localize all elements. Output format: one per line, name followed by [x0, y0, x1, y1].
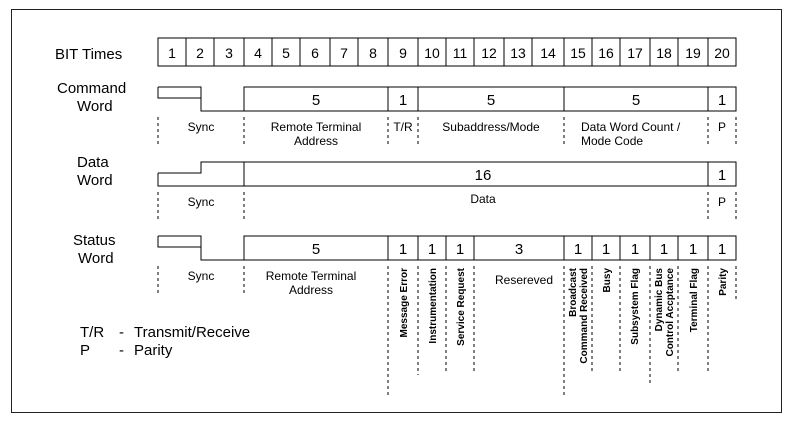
command-sync-label: Sync: [187, 120, 215, 134]
status-field-value: 1: [659, 241, 669, 258]
bit-number: 17: [627, 45, 643, 61]
command-word-count-value: 5: [631, 92, 641, 109]
status-field-value: 1: [573, 241, 583, 258]
bit-times-cells: [158, 38, 736, 66]
status-field-value: 1: [398, 241, 408, 258]
data-word-label-2: Word: [77, 172, 113, 189]
status-word-label-1: Status: [73, 232, 116, 249]
status-flag-text-1: Dynamic Bus: [654, 268, 665, 332]
command-sync-waveform: [158, 87, 244, 111]
bit-number: 10: [424, 45, 440, 61]
status-field-value: 1: [427, 241, 437, 258]
status-field-value: 5: [311, 241, 321, 258]
data-word-label-1: Data: [77, 154, 109, 171]
data-parity-value: 1: [717, 167, 727, 184]
command-sync-waveform-top: [158, 87, 201, 98]
status-flag-label: [654, 268, 676, 357]
data-sync-waveform: [158, 162, 244, 173]
bit-number: 12: [481, 45, 497, 61]
status-sync-label: Sync: [187, 269, 215, 283]
status-sync-waveform-top: [158, 236, 201, 247]
command-word-count-desc-1: Data Word Count /: [581, 120, 681, 134]
command-word-label-1: Command: [57, 80, 127, 97]
command-rt-desc-2: Address: [293, 134, 339, 148]
command-word-count-desc-2: Mode Code: [581, 134, 644, 148]
status-field-value: 3: [514, 241, 524, 258]
command-rt-desc-1: Remote Terminal: [270, 120, 362, 134]
bit-number: 3: [225, 45, 233, 61]
status-flag-text: Terminal Flag: [689, 268, 700, 333]
command-rt-value: 5: [311, 92, 321, 109]
status-field-value: 1: [630, 241, 640, 258]
status-flag-label: [689, 268, 700, 332]
status-flag-text-2: Command Received: [579, 268, 590, 364]
legend-tr-abbr: T/R: [80, 324, 105, 341]
command-word-label-2: Word: [77, 98, 113, 115]
status-rt-desc-2: Address: [288, 283, 334, 297]
legend-p-sep: -: [119, 342, 124, 359]
legend-tr-sep: -: [119, 324, 124, 341]
bit-number: 20: [714, 45, 730, 61]
status-flag-text: Subsystem Flag: [630, 268, 641, 345]
data-sync-label: Sync: [187, 195, 215, 209]
status-field-value: 1: [717, 241, 727, 258]
bit-number: 13: [510, 45, 526, 61]
status-flag-text-2: Control Accptance: [665, 268, 676, 357]
command-subaddress-value: 5: [486, 92, 496, 109]
data-desc: Data: [470, 192, 496, 206]
bit-number: 18: [656, 45, 672, 61]
bit-number: 15: [570, 45, 586, 61]
command-subaddress-desc: Subaddress/Mode: [442, 120, 540, 134]
bit-number: 8: [369, 45, 377, 61]
status-flag-label: [428, 268, 439, 344]
status-field-value: 1: [688, 241, 698, 258]
status-flag-text: Message Error: [399, 268, 410, 338]
status-field-value: 1: [601, 241, 611, 258]
bit-number: 19: [685, 45, 701, 61]
status-flag-label: [630, 268, 641, 345]
command-tr-value: 1: [398, 92, 408, 109]
bit-number: 1: [168, 45, 176, 61]
legend-p-meaning: Parity: [134, 342, 173, 359]
command-tr-desc: T/R: [393, 120, 413, 134]
command-parity-value: 1: [717, 92, 727, 109]
bit-number: 16: [598, 45, 614, 61]
status-flag-label: [602, 268, 613, 293]
data-parity-desc: P: [717, 195, 727, 209]
bit-number: 5: [282, 45, 290, 61]
data-sync-waveform-bottom: [158, 173, 244, 186]
status-flag-label: [399, 268, 410, 338]
status-flag-text: Service Request: [456, 268, 467, 346]
status-flag-text: Parity: [718, 268, 729, 296]
status-flag-text: Busy: [602, 268, 613, 293]
bit-number: 4: [254, 45, 262, 61]
status-flag-label: [718, 268, 729, 296]
bit-number: 11: [452, 45, 468, 61]
bit-number: 2: [196, 45, 204, 61]
status-reserved-desc: Resereved: [494, 273, 554, 287]
status-rt-desc-1: Remote Terminal: [265, 269, 357, 283]
data-dividers: [158, 192, 736, 222]
status-flag-text: Instrumentation: [428, 268, 439, 344]
status-field-value: 1: [455, 241, 465, 258]
status-flag-label: [456, 267, 467, 345]
status-flag-label: [568, 267, 590, 363]
bit-number: 6: [311, 45, 319, 61]
status-sync-waveform: [158, 236, 244, 260]
command-parity-desc: P: [717, 120, 727, 134]
status-flag-text-1: Broadcast: [568, 268, 579, 317]
bit-number: 14: [540, 45, 556, 61]
bit-times-label: BIT Times: [55, 46, 123, 63]
data-value: 16: [474, 167, 492, 184]
legend-p-abbr: P: [80, 342, 91, 359]
status-word-label-2: Word: [78, 250, 114, 267]
bit-number: 7: [340, 45, 348, 61]
status-fields: [244, 236, 736, 260]
legend-tr-meaning: Transmit/Receive: [134, 324, 251, 341]
bit-number: 9: [399, 45, 407, 61]
